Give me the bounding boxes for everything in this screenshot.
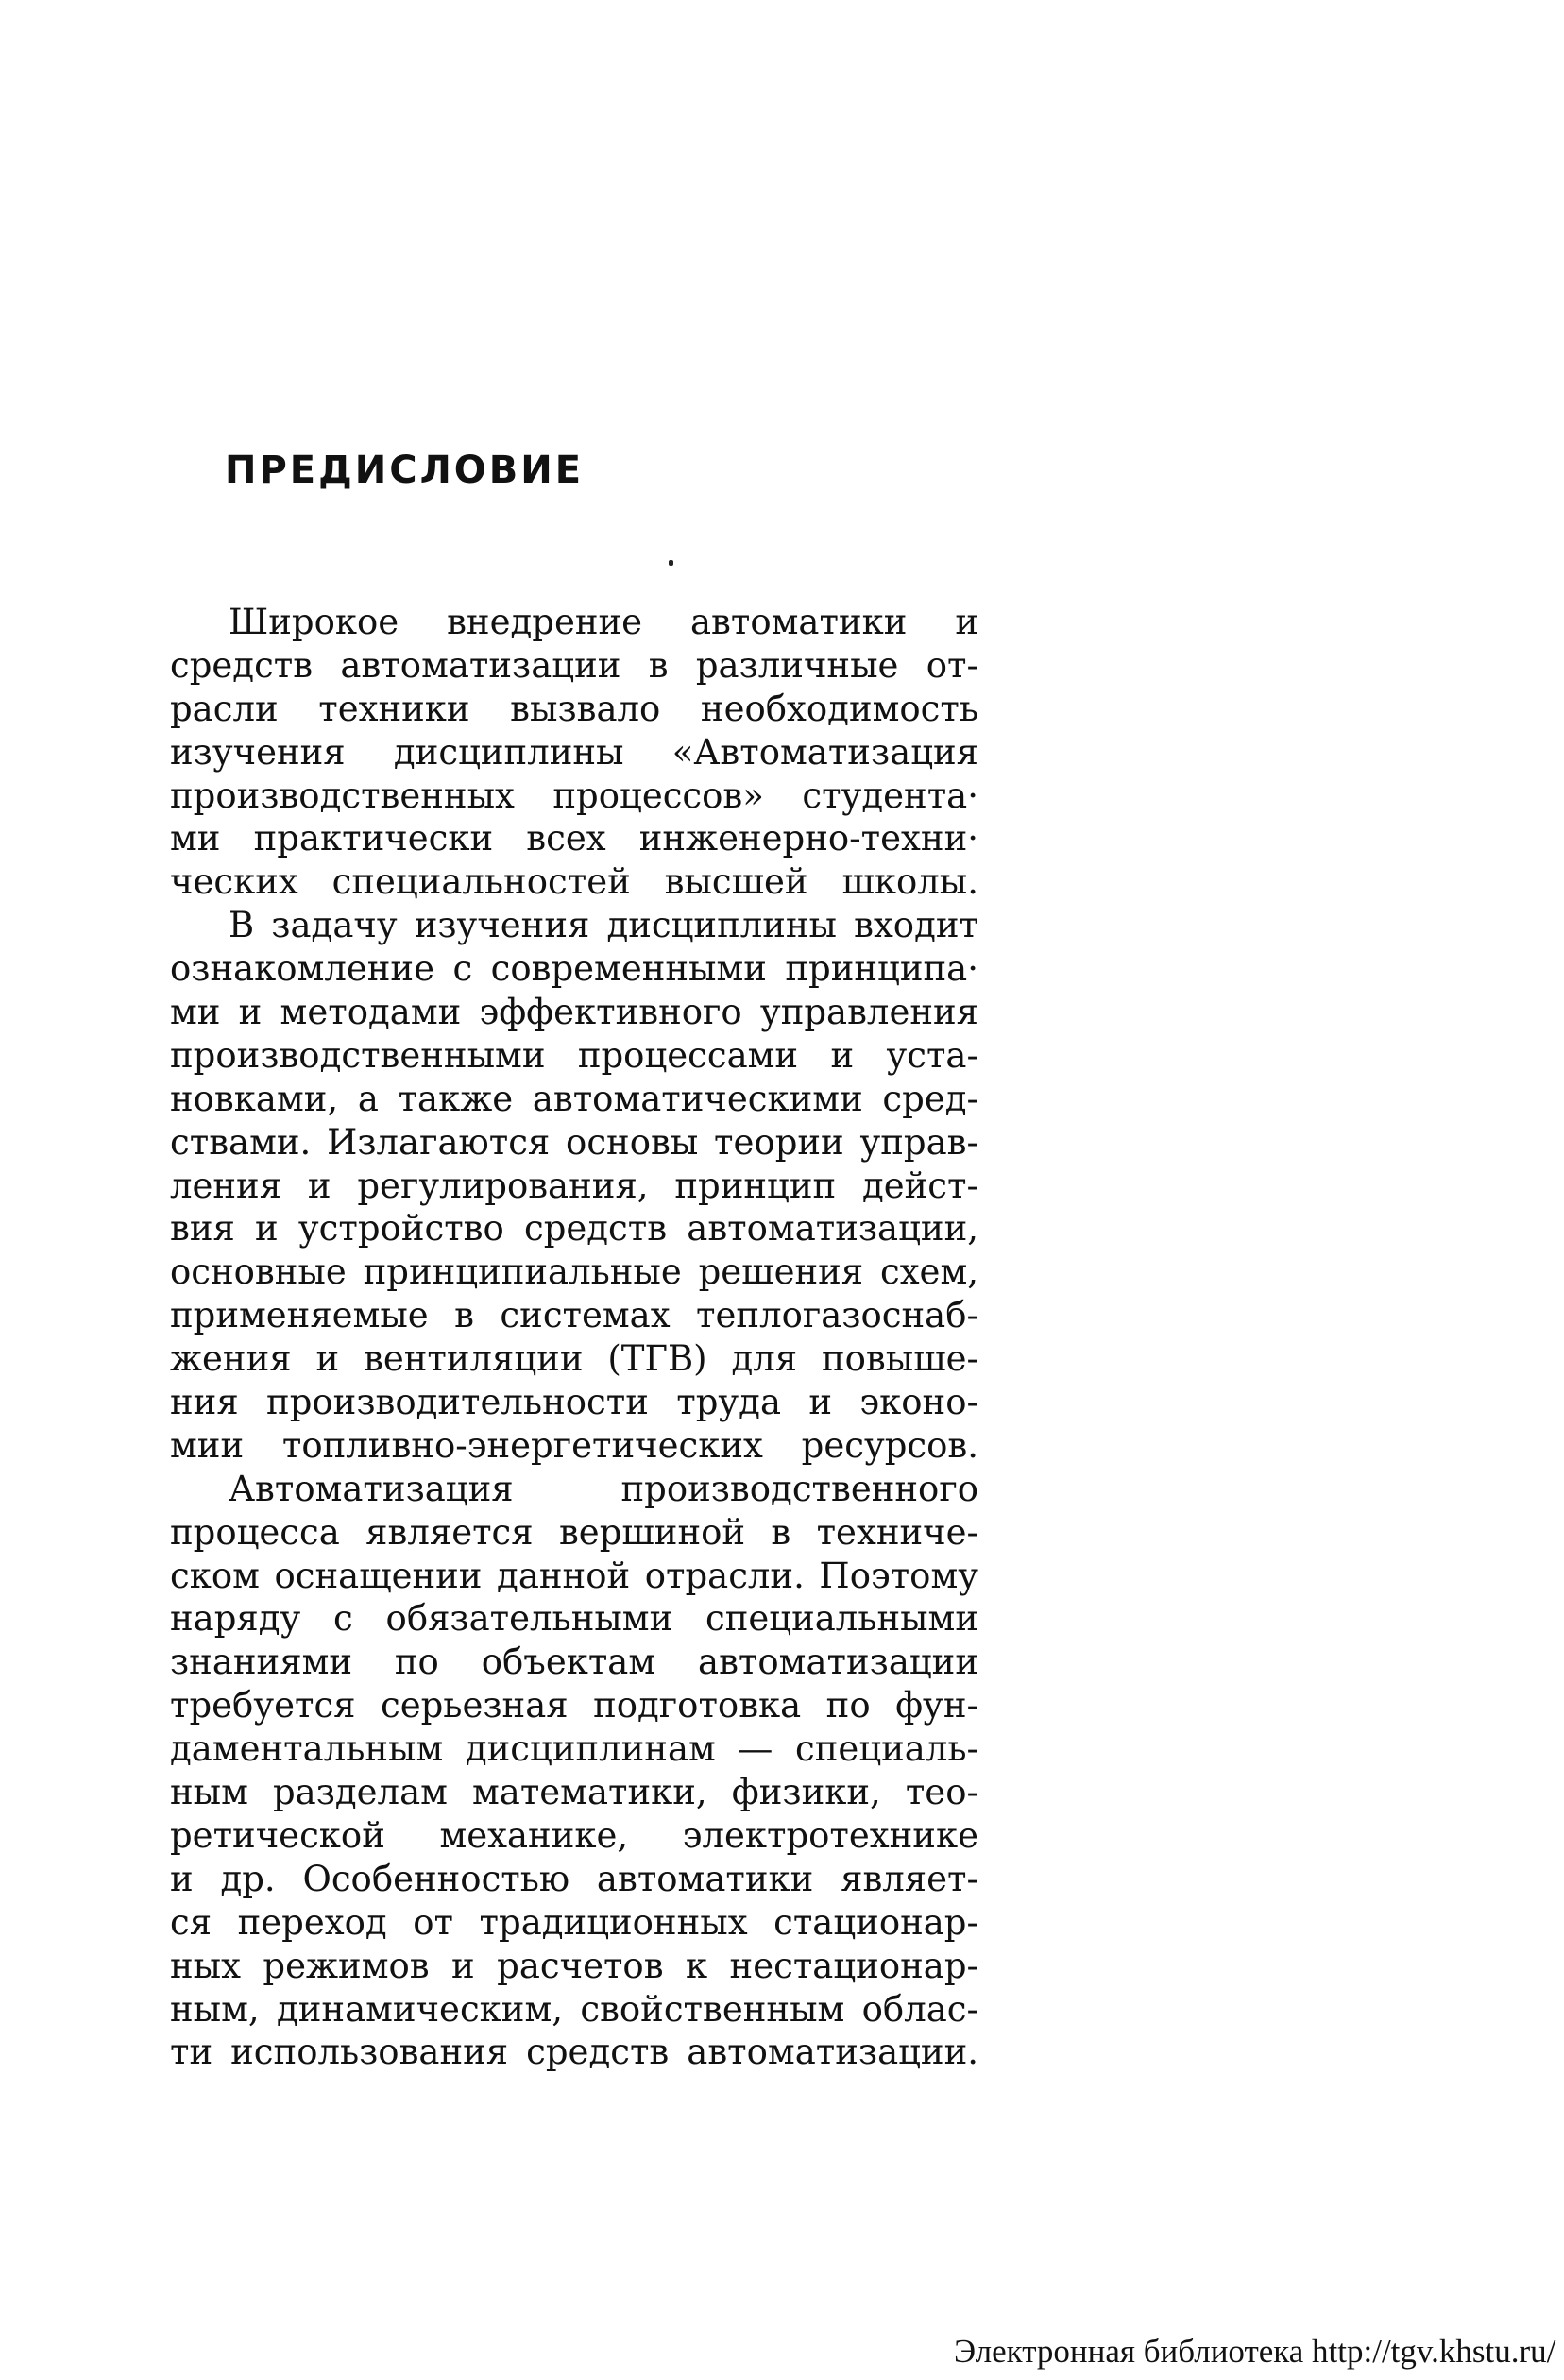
text-line: ми практически всех инженерно-техни· [170, 818, 978, 859]
text-line: наряду с обязательными специальными [170, 1598, 978, 1640]
text-line: ми и методами эффективного управления [170, 992, 978, 1033]
text-line: Широкое внедрение автоматики и [229, 602, 978, 642]
text-line: жения и вентиляции (ТГВ) для повыше- [170, 1338, 978, 1380]
paragraph-2 [170, 904, 978, 1468]
text-line: ся переход от традиционных стационар- [170, 1901, 978, 1943]
text-line: ческих специальностей высшей школы. [170, 861, 978, 903]
text-line: даментальным дисциплинам — специаль- [170, 1728, 978, 1770]
text-line: Автоматизация производственного [229, 1468, 978, 1509]
library-watermark: Электронная библиотека http://tgv.khstu.ru/ [954, 2333, 1556, 2370]
text-line: вия и устройство средств автоматизации, [170, 1208, 978, 1250]
text-line: ском оснащении данной отрасли. Поэтому [170, 1555, 978, 1596]
text-line: ных режимов и расчетов к нестационар- [170, 1945, 978, 1986]
text-line: изучения дисциплины «Автоматизация [170, 731, 978, 773]
paragraph-3 [170, 1468, 978, 2074]
text-line: ствами. Излагаются основы теории управ- [170, 1121, 978, 1163]
text-line: ным разделам математики, физики, тео- [170, 1772, 978, 1813]
text-line: ретической механике, электротехнике [170, 1814, 978, 1856]
text-line: ознакомление с современными принципа· [170, 948, 978, 990]
text-line: знаниями по объектам автоматизации [170, 1641, 978, 1683]
text-line: требуется серьезная подготовка по фун- [170, 1685, 978, 1726]
text-line: применяемые в системах теплогазоснаб- [170, 1295, 978, 1336]
text-line: ти использования средств автоматизации. [170, 2032, 978, 2073]
paragraph-1 [170, 601, 978, 904]
text-line: средств автоматизации в различные от- [170, 644, 978, 686]
text-line: процесса является вершиной в техниче- [170, 1511, 978, 1553]
text-line: расли техники вызвало необходимость [170, 688, 978, 729]
print-speck [669, 560, 673, 566]
text-line: ния производительности труда и эконо- [170, 1382, 978, 1423]
text-line: мии топливно-энергетических ресурсов. [170, 1424, 978, 1466]
text-line: производственных процессов» студента· [170, 774, 978, 816]
text-line: ным, динамическим, свойственным облас- [170, 1988, 978, 2030]
text-line: производственными процессами и уста- [170, 1034, 978, 1076]
text-line: ления и регулирования, принцип дейст- [170, 1164, 978, 1206]
text-line: основные принципиальные решения схем, [170, 1251, 978, 1293]
text-line: и др. Особенностью автоматики являет- [170, 1858, 978, 1899]
text-line: новками, а также автоматическими сред- [170, 1078, 978, 1119]
page-title: ПРЕДИСЛОВИЕ [225, 449, 585, 492]
preface-body [170, 601, 978, 2074]
text-line: В задачу изучения дисциплины входит [229, 905, 978, 946]
